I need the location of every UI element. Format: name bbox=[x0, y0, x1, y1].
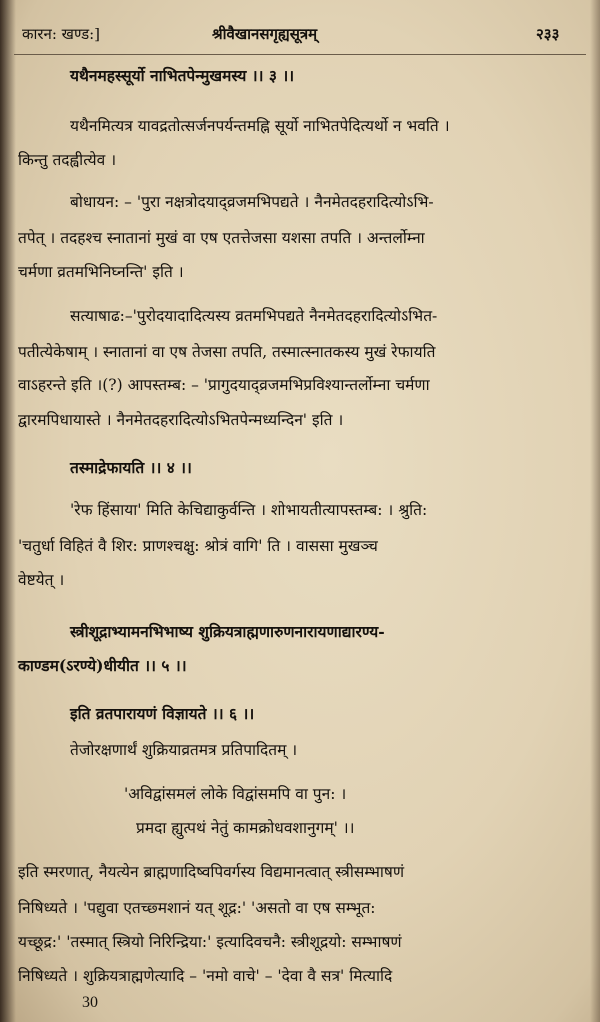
commentary-line: तेजोरक्षणार्थं शुक्रियाव्रतमत्र प्रतिपादितम् । bbox=[70, 741, 298, 759]
commentary-line: इति स्मरणात्, नैयत्येन ब्राह्मणादिष्वपिवर्गस्य विद्यमानत्वात् स्त्रीसम्भाषणं bbox=[18, 863, 405, 881]
running-header-page: २३३ bbox=[536, 25, 560, 43]
commentary-line: वेष्टयेत् । bbox=[18, 571, 65, 589]
commentary-line: 'रेफ हिंसाया' मिति केचिद्याकुर्वन्ति । शोभायतीत्यापस्तम्ब: । श्रुति: bbox=[70, 501, 428, 519]
sutra-line: यथैनमहस्सूर्यो नाभितपेन्मुखमस्य ।। ३ ।। bbox=[70, 66, 295, 85]
sutra-line: तस्माद्रेफायति ।। ४ ।। bbox=[70, 458, 192, 477]
page-number: 30 bbox=[82, 994, 98, 1011]
sutra-line: इति व्रतपारायणं विज्ञायते ।। ६ ।। bbox=[70, 704, 255, 723]
running-header-title: श्रीवैखानसगृह्यसूत्रम् bbox=[212, 25, 318, 43]
commentary-line: तपेत् । तदहश्च स्नातानां मुखं वा एष एतत्तेजसा यशसा तपति । अन्तर्लोम्ना bbox=[18, 229, 425, 247]
commentary-line: चर्मणा व्रतमभिनिघ्नन्ति' इति । bbox=[18, 263, 184, 281]
verse-line: 'अविद्वांसमलं लोके विद्वांसमपि वा पुन: । bbox=[124, 785, 347, 803]
commentary-line: निषिध्यते । शुक्रियत्राह्मणेत्यादि – 'नमो वाचे' – 'देवा वै सत्र' मित्यादि bbox=[18, 967, 393, 985]
header-rule bbox=[14, 54, 586, 55]
commentary-line: द्वारमपिधायास्ते । नैनमेतदहरादित्योऽभितपेन्मध्यन्दिन' इति । bbox=[18, 411, 344, 429]
sutra-line: काण्डम(ऽरण्ये)धीयीत ।। ५ ।। bbox=[18, 656, 187, 675]
verse-line: प्रमदा ह्युत्पथं नेतुं कामक्रोधवशानुगम्' ।। bbox=[136, 819, 355, 837]
commentary-line: पतीत्येकेषाम् । स्नातानां वा एष तेजसा तपति, तस्मात्स्नातकस्य मुखं रेफायति bbox=[18, 343, 436, 361]
commentary-line: यथैनमित्यत्र यावद्रतोत्सर्जनपर्यन्तमह्नि सूर्यो नाभितपेदित्यर्थो न भवति । bbox=[70, 117, 450, 135]
commentary-line: किन्तु तदह्वीत्येव । bbox=[18, 151, 117, 169]
sutra-line: स्त्रीशूद्राभ्यामनभिभाष्य शुक्रियत्राह्मणारुणनारायणाद्यारण्य- bbox=[70, 622, 385, 641]
page-shadow-right bbox=[590, 0, 600, 1022]
commentary-line: 'चतुर्धा विहितं वै शिर: प्राणश्चक्षु: श्रोत्रं वागि' ति । वाससा मुखञ्च bbox=[18, 537, 378, 555]
commentary-line: सत्याषाढ:–'पुरोदयादादित्यस्य व्रतमभिपद्यते नैनमेतदहरादित्योऽभित- bbox=[70, 307, 438, 325]
page-shadow-left bbox=[0, 0, 16, 1022]
commentary-line: यच्छूद्र:' 'तस्मात् स्त्रियो निरिन्द्रिया:' इत्यादिवचनै: स्त्रीशूद्रयो: सम्भाषणं bbox=[18, 933, 402, 951]
running-header-left: कारन: खण्ड:] bbox=[22, 25, 101, 43]
commentary-line: वाऽहरन्ते इति ।(?) आपस्तम्ब: – 'प्रागुदयाद्व्रजमभिप्रविश्यान्तर्लोम्ना चर्मणा bbox=[18, 376, 430, 394]
commentary-line: निषिध्यते । 'पद्युवा एतच्छ्मशानं यत् शूद्र:' 'असतो वा एष सम्भूत: bbox=[18, 899, 376, 917]
commentary-line: बोधायन: – 'पुरा नक्षत्रोदयाद्व्रजमभिपद्यते । नैनमेतदहरादित्योऽभि- bbox=[70, 193, 434, 211]
